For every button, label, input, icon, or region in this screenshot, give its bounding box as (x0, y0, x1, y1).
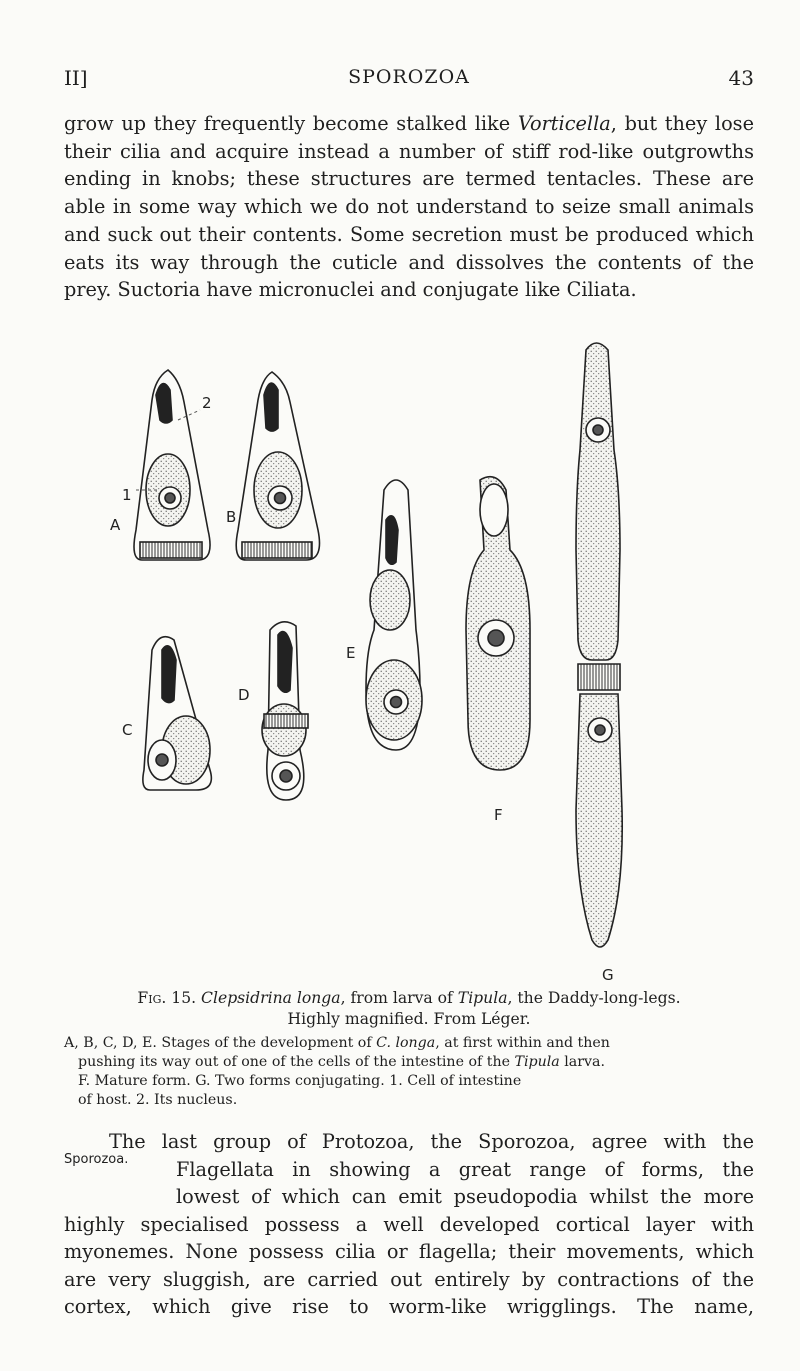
chapter-number: II] (64, 66, 88, 90)
stage-a-drawing (134, 370, 210, 560)
caption-attribution: Highly magnified. From Léger. (287, 1010, 531, 1028)
caption-line: F. Mature form. G. Two forms conjugating. 1. Cell of intestine (78, 1073, 522, 1089)
text-line: Flagellata in showing a great range of forms, the (176, 1157, 754, 1181)
running-header (64, 66, 754, 96)
text-line: eats its way through the cuticle and dissolves the contents of the (64, 250, 754, 274)
stage-f-drawing (466, 477, 530, 770)
figure-label-d: D (238, 686, 250, 704)
running-title: SPOROZOA (348, 66, 470, 88)
caption-line: of host. 2. Its nucleus. (78, 1092, 238, 1108)
text-line: are very sluggish, are carried out entirely by contractions of the (64, 1267, 754, 1291)
paragraph-suctoria (64, 110, 754, 304)
page-number: 43 (728, 66, 754, 90)
figure-label-a: A (110, 516, 121, 534)
margin-note: Sporozoa. (64, 1152, 129, 1167)
figure-label-b: B (226, 508, 237, 526)
stage-b-drawing (236, 372, 319, 560)
species-name: Clepsidrina longa (201, 989, 341, 1007)
text-line: myonemes. None possess cilia or flagella; their movements, which (64, 1240, 754, 1263)
caption-line: pushing its way out of one of the cells of the intestine of the Tipula larva. (78, 1054, 606, 1070)
paragraph-sporozoa (64, 1128, 754, 1321)
text-line: The last group of Protozoa, the Sporozoa, agree with the (109, 1130, 754, 1153)
stage-e-drawing (366, 480, 422, 750)
text-line: able in some way which we do not understand to seize small animals (64, 195, 754, 219)
figure-label-f: F (494, 806, 503, 824)
text-line: ending in knobs; these structures are termed tentacles. These are (64, 167, 754, 191)
figure-label-c: C (122, 721, 133, 739)
figure-label-two: 2 (202, 394, 212, 412)
stage-d-drawing (262, 622, 308, 800)
text-line: highly specialised possess a well developed cortical layer with (64, 1212, 754, 1236)
host-name: Tipula (457, 989, 508, 1007)
text-line: grow up they frequently become stalked like Vorticella, but they lose (64, 112, 754, 135)
text-line: and suck out their contents. Some secretion must be produced which (64, 222, 754, 246)
text-line: prey. Suctoria have micronuclei and conjugate like Ciliata. (64, 278, 637, 302)
figure-number: Fig. 15. (137, 989, 197, 1007)
stage-c-drawing (143, 637, 212, 790)
text-line: cortex, which give rise to worm-like wrigglings. The name, (64, 1295, 754, 1318)
figure-caption-legend (64, 1034, 754, 1110)
figure-label-one: 1 (122, 486, 132, 504)
text-line: their cilia and acquire instead a number of stiff rod-like outgrowths (64, 139, 754, 163)
genus-name: Vorticella (517, 112, 611, 135)
figure-label-g: G (602, 966, 614, 984)
figure-illustration (100, 330, 740, 990)
figure-label-e: E (346, 644, 356, 662)
stage-g-drawing (576, 343, 622, 947)
text-line: lowest of which can emit pseudopodia whilst the more (176, 1185, 754, 1208)
caption-line: A, B, C, D, E. Stages of the development of C. longa, at first within and then (64, 1035, 610, 1051)
figure-caption-title: Fig. 15. Clepsidrina longa, from larva of Tipula, the Daddy-long-legs. Highly magnified. From Léger. (137, 989, 681, 1028)
